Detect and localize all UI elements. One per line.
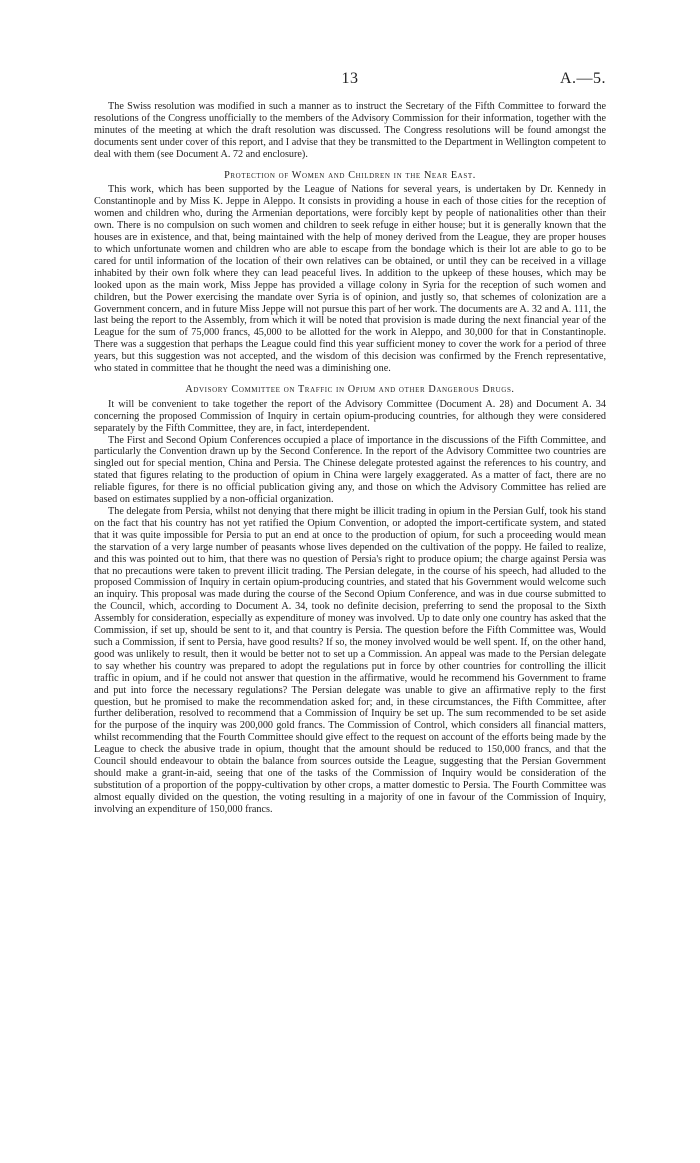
intro-paragraph: The Swiss resolution was modified in such a manner as to instruct the Secretary of the Fifth Committee to forward the resolutions of the Congress unofficially to the members of the Advisory Commission for their information, together with the minutes of the meeting at which the draft resolution was discussed. The Congress resolutions will be found amongst the documents sent under cover of this report, and I advise that they be transmitted to the Department in Wellington competent to deal with them (see Document A. 72 and enclosure).: [94, 101, 606, 160]
document-reference: A.—5.: [559, 70, 606, 87]
opium-paragraph-2: The First and Second Opium Conferences occupied a place of importance in the discussions of the Fifth Committee, and particularly the Convention drawn up by the Second Conference. In the report of the Advisory Committee two countries are singled out for special mention, China and Persia. The Chinese delegate protested against the references to his country, and stated that figures relating to the production of opium in China were largely exaggerated. As a matter of fact, there are no reliable figures, for there is no official publication giving any, and those on which the Advisory Committee has relied are based on estimates supplied by a non-official organization.: [94, 434, 606, 506]
page-number: 13: [341, 70, 359, 87]
section-heading-women-children: Protection of Women and Children in the Near East.: [224, 169, 476, 181]
opium-paragraph-1: It will be convenient to take together the report of the Advisory Committee (Document A. 28) and Document A. 34 concerning the proposed Commission of Inquiry in certain opium-producing countries, for although they were considered separately by the Fifth Committee, they are, in fact, interdependent.: [94, 398, 606, 434]
document-body: [94, 101, 606, 816]
section-heading-opium: Advisory Committee on Traffic in Opium and other Dangerous Drugs.: [185, 383, 515, 395]
page-header: [94, 70, 606, 90]
women-children-paragraph: This work, which has been supported by the League of Nations for several years, is undertaken by Dr. Kennedy in Constantinople and by Miss K. Jeppe in Aleppo. It consists in providing a house in each of those cities for the reception of women and children who, during the Armenian deportations, were forcibly kept by people of nationalities other than their own. There is no compulsion on such women and children to seek refuge in either house; but it is generally known that the houses are in existence, and that, being maintained with the help of money derived from the League, they are proper houses to which unfortunate women and children who are able to escape from the bondage which is their lot are able to go to be cared for until information of the location of their own relatives can be obtained, or until they can be received in a village inhabited by their own folk where they can lead peaceful lives. In addition to the upkeep of these houses, which may be looked upon as the main work, Miss Jeppe has provided a village colony in Syria for the reception of such women and children, but the Power exercising the mandate over Syria is of opinion, and justly so, that schemes of colonization are a Government concern, and in future Miss Jeppe will not pursue this part of her work. The documents are A. 32 and A. 111, the last being the report to the Assembly, from which it will be noted that provision is made during the next financial year of the League for the sum of 75,000 francs, 45,000 to be allotted for the work in Aleppo, and 30,000 for that in Constantinople. There was a suggestion that perhaps the League could find this year sufficient money to cover the work for a period of three years, but this suggestion was not accepted, and the wisdom of this decision was confirmed by the French representative, who stated in committee that he thought the need was a diminishing one.: [94, 184, 606, 375]
opium-paragraph-3: The delegate from Persia, whilst not denying that there might be illicit trading in opium in the Persian Gulf, took his stand on the fact that his country has not yet ratified the Opium Convention, or adopted the import-certificate system, and stated that it was quite impossible for Persia to put an end at once to the production of opium, for such a proceeding would mean the starvation of a very large number of peasants whose lives depended on the cultivation of the poppy. He failed to realize, and this was pointed out to him, that there was no question of Persia's right to produce opium; the charge against Persia was that no precautions were taken to prevent illicit trading. The Persian delegate, in the course of his speech, had alluded to the proposed Commission of Inquiry in certain opium-producing countries, and stated that his Government would welcome such an inquiry. This proposal was made during the course of the Second Opium Conference, and was in due course submitted to the Council, which, according to Document A. 34, took no definite decision, preferring to send the proposal to the Sixth Assembly for consideration, especially as expenditure of money was involved. Up to date only one country has asked that the Commission, if set up, should be sent to it, and that country is Persia. The question before the Fifth Committee was, Would such a Commission, if sent to Persia, have good results? If so, the money involved would be well spent. If, on the other hand, good was unlikely to result, then it would be better not to set up a Commission. An appeal was made to the Persian delegate to say whether his country was prepared to adopt the regulations put in force by other countries for controlling the illicit traffic in opium, and if he could not answer that question in the affirmative, would he recommend his Government to frame and put into force the necessary regulations? The Persian delegate was unable to give an affirmative reply to the first question, but he promised to make the recommendation asked for; and, in these circumstances, the Fifth Committee, after further deliberation, resolved to recommend that a Commission of Inquiry be set up. The sum recommended to be set aside for the purpose of the inquiry was 200,000 gold francs. The Commission of Control, which considers all financial matters, whilst recommending that the Fourth Committee should give effect to the request on account of the efforts being made by the League to check the abusive trade in opium, thought that the amount should be reduced to 150,000 francs, and that the Council should endeavour to obtain the balance from sources outside the League, suggesting that the Persian Government should make a grant-in-aid, seeing that one of the tasks of the Commission of Inquiry would be consideration of the substitution of a proportion of the poppy-cultivation by other crops, a matter domestic to Persia. The Fourth Committee was almost equally divided on the question, the voting resulting in a majority of one in favour of the Commission of Inquiry, involving an expenditure of 150,000 francs.: [94, 506, 606, 815]
